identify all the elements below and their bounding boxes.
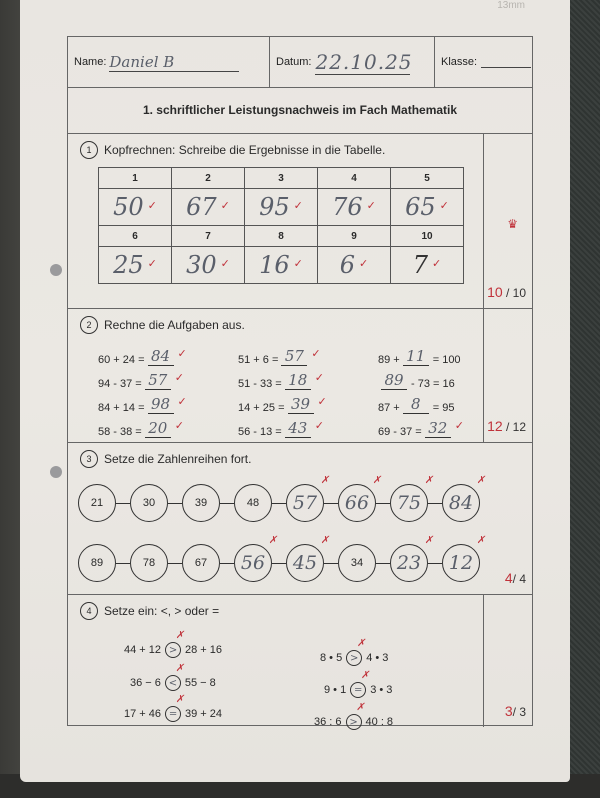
checkmark-icon: ✓ — [220, 199, 230, 212]
comparison — [124, 630, 223, 658]
expression: 56 - 13 = — [238, 426, 282, 438]
operator-circle — [165, 630, 185, 658]
equation — [98, 419, 238, 438]
checkmark-icon: ✓ — [311, 348, 321, 360]
comparison — [124, 694, 223, 722]
task-4-section — [68, 594, 532, 727]
answer-value: 11 — [403, 347, 429, 366]
checkmark-icon: ✓ — [147, 257, 157, 270]
score-column — [483, 133, 532, 308]
answer-value: 50 — [113, 193, 144, 221]
class-value — [481, 57, 531, 68]
score-column — [484, 442, 532, 594]
name-value: Daniel B — [109, 53, 239, 72]
answer-value: 39 — [288, 395, 314, 414]
score-max: / 10 — [505, 286, 526, 300]
task-instruction: Setze die Zahlenreihen fort. — [104, 452, 252, 466]
expression: = 100 — [432, 354, 461, 366]
score-got: 12 — [487, 418, 503, 434]
answer-table — [98, 167, 464, 284]
score-got: 10 — [487, 284, 503, 300]
answer-value: 20 — [145, 419, 171, 438]
task-number-badge: 3 — [80, 450, 98, 468]
number-circle: 67 — [182, 544, 220, 582]
equation-row — [98, 366, 508, 390]
number-circle — [286, 535, 329, 582]
table-header: 7 — [172, 226, 245, 247]
header-row — [68, 37, 532, 88]
answer-value: 25 — [113, 251, 144, 279]
number-circle — [442, 535, 485, 582]
name-label: Name: — [74, 56, 107, 68]
answer-value: 98 — [148, 395, 174, 414]
equation-row — [98, 342, 508, 366]
class-label: Klasse: — [441, 56, 478, 68]
cross-mark-icon: ✗ — [424, 475, 433, 486]
number-circle: 78 — [130, 544, 168, 582]
expression: = 95 — [432, 402, 455, 414]
answer-value: < — [168, 677, 178, 689]
score-max: / 4 — [512, 572, 526, 586]
equation — [98, 347, 238, 366]
task-instruction: Kopfrechnen: Schreibe die Ergebnisse in die Tabelle. — [104, 143, 386, 157]
answer-value: 57 — [292, 492, 318, 514]
answer-value: 89 — [381, 371, 407, 390]
score-column — [483, 308, 532, 442]
task-1-heading — [80, 141, 385, 159]
answer-cell — [172, 247, 245, 284]
expression: 60 + 24 = — [98, 354, 145, 366]
cross-mark-icon: ✗ — [175, 663, 184, 674]
comparison — [130, 663, 216, 691]
score — [505, 570, 526, 586]
cross-mark-icon: ✗ — [320, 535, 329, 546]
expression: 44 + 12 — [124, 644, 162, 656]
checkmark-icon: ✓ — [177, 396, 187, 408]
number-circle — [390, 475, 433, 522]
cross-mark-icon: ✗ — [268, 535, 277, 546]
date-value: 22.10.25 — [315, 49, 413, 74]
checkmark-icon: ✓ — [174, 420, 184, 432]
number-circle: 48 — [234, 484, 272, 522]
task-instruction: Setze ein: <, > oder = — [104, 604, 220, 618]
expression: 94 - 37 = — [98, 378, 142, 390]
answer-value: 16 — [259, 251, 290, 279]
task-2-section — [68, 308, 532, 443]
equation — [238, 419, 378, 438]
answer-cell — [318, 189, 391, 226]
answer-value: 57 — [145, 371, 171, 390]
checkmark-icon: ✓ — [177, 348, 187, 360]
expression: 36 : 6 — [314, 716, 342, 728]
checkmark-icon: ✓ — [174, 372, 184, 384]
punch-hole-icon — [50, 466, 62, 478]
equation-row — [98, 390, 508, 414]
date-label: Datum: — [276, 56, 312, 68]
number-circle: 30 — [130, 484, 168, 522]
expression: 87 + — [378, 402, 400, 414]
desk-background — [568, 0, 600, 798]
checkmark-icon: ✓ — [366, 199, 376, 212]
table-header: 1 — [99, 168, 172, 189]
cross-mark-icon: ✗ — [476, 535, 485, 546]
number-circle — [286, 475, 329, 522]
checkmark-icon: ✓ — [432, 257, 442, 270]
number-chain — [78, 475, 485, 522]
score-got: 4 — [504, 570, 513, 586]
expression: 4 • 3 — [366, 652, 389, 664]
answer-value: 7 — [412, 251, 429, 279]
crown-icon: ♛ — [507, 217, 518, 231]
expression: 51 - 33 = — [238, 378, 282, 390]
table-header: 2 — [172, 168, 245, 189]
score-max: / 12 — [505, 420, 526, 434]
test-sheet — [67, 36, 533, 726]
equation — [98, 371, 238, 390]
answer-cell — [172, 189, 245, 226]
answer-cell — [318, 247, 391, 284]
answer-value: 18 — [285, 371, 311, 390]
expression: 89 + — [378, 354, 400, 366]
answer-value: 30 — [186, 251, 217, 279]
answer-value: 66 — [344, 492, 370, 514]
operator-circle — [346, 702, 365, 730]
answer-value: 32 — [425, 419, 451, 438]
number-circle — [338, 475, 381, 522]
answer-value: 84 — [148, 347, 174, 366]
equation-row — [98, 414, 508, 438]
equation — [98, 395, 238, 414]
checkmark-icon: ✓ — [220, 257, 230, 270]
operator-circle — [350, 670, 370, 698]
cross-mark-icon: ✗ — [372, 475, 381, 486]
checkmark-icon: ✓ — [314, 372, 324, 384]
answer-value: 57 — [281, 347, 307, 366]
equation — [238, 395, 378, 414]
checkmark-icon: ✓ — [147, 199, 157, 212]
number-circle — [390, 535, 433, 582]
table-header: 5 — [391, 168, 464, 189]
expression: - 73 = 16 — [411, 378, 455, 390]
answer-value: 84 — [448, 492, 474, 514]
corner-mark: 13mm — [497, 0, 525, 11]
number-circle: 89 — [78, 544, 116, 582]
score — [505, 703, 526, 719]
task-2-heading — [80, 316, 245, 334]
table-header: 6 — [99, 226, 172, 247]
operator-circle — [165, 663, 184, 691]
answer-value: 8 — [403, 395, 429, 414]
answer-value: 45 — [292, 552, 318, 574]
score-max: / 3 — [512, 705, 526, 719]
expression: 84 + 14 = — [98, 402, 145, 414]
number-circle: 39 — [182, 484, 220, 522]
answer-value: 23 — [396, 552, 422, 574]
score — [487, 284, 526, 300]
answer-value: 76 — [332, 193, 363, 221]
number-circle: 34 — [338, 544, 376, 582]
comparison — [314, 702, 394, 730]
expression: 8 • 5 — [320, 652, 343, 664]
checkmark-icon: ✓ — [317, 396, 327, 408]
cross-mark-icon: ✗ — [476, 475, 485, 486]
punch-hole-icon — [50, 264, 62, 276]
number-circle: 21 — [78, 484, 116, 522]
cross-mark-icon: ✗ — [424, 535, 433, 546]
table-header: 4 — [318, 168, 391, 189]
answer-cell — [391, 247, 464, 284]
class-field — [435, 37, 532, 87]
date-field — [270, 37, 435, 87]
answer-value: 65 — [405, 193, 436, 221]
answer-cell — [245, 189, 318, 226]
comparison — [324, 670, 393, 698]
operator-circle — [165, 694, 185, 722]
table-header: 9 — [318, 226, 391, 247]
expression: 55 − 8 — [184, 677, 216, 689]
expression: 69 - 37 = — [378, 426, 422, 438]
checkmark-icon: ✓ — [293, 199, 303, 212]
comparison — [320, 638, 389, 666]
cross-mark-icon: ✗ — [356, 702, 365, 713]
number-circle — [442, 475, 485, 522]
score-got: 3 — [504, 703, 513, 719]
cross-mark-icon: ✗ — [360, 670, 370, 681]
checkmark-icon: ✓ — [293, 257, 303, 270]
task-number-badge: 4 — [80, 602, 98, 620]
answer-value: = — [168, 708, 178, 720]
checkmark-icon: ✓ — [439, 199, 449, 212]
expression: 58 - 38 = — [98, 426, 142, 438]
answer-value: 12 — [448, 552, 474, 574]
expression: 36 − 6 — [130, 677, 161, 689]
expression: 39 + 24 — [185, 708, 223, 720]
task-3-heading — [80, 450, 251, 468]
number-chain — [78, 535, 485, 582]
number-circle — [234, 535, 277, 582]
cross-mark-icon: ✗ — [175, 694, 185, 705]
answer-value: 43 — [285, 419, 311, 438]
name-field — [68, 37, 270, 87]
task-1-section — [68, 133, 532, 309]
table-header: 3 — [245, 168, 318, 189]
checkmark-icon: ✓ — [454, 420, 464, 432]
answer-value: 67 — [186, 193, 217, 221]
operator-circle — [346, 638, 366, 666]
expression: 51 + 6 = — [238, 354, 279, 366]
expression: 17 + 46 — [124, 708, 162, 720]
answer-value: > — [349, 716, 358, 728]
answer-value: 6 — [339, 251, 356, 279]
answer-value: = — [354, 684, 363, 696]
checkmark-icon: ✓ — [359, 257, 369, 270]
answer-cell — [99, 189, 172, 226]
equation-grid — [98, 342, 508, 438]
page-title: 1. schriftlicher Leistungsnachweis im Fach Mathematik — [68, 87, 532, 134]
expression: 9 • 1 — [324, 684, 347, 696]
answer-value: 56 — [240, 552, 266, 574]
answer-cell — [245, 247, 318, 284]
expression: 40 : 8 — [365, 716, 394, 728]
expression: 3 • 3 — [370, 684, 393, 696]
equation — [238, 371, 378, 390]
task-number-badge: 1 — [80, 141, 98, 159]
score-column — [483, 594, 532, 727]
task-number-badge: 2 — [80, 316, 98, 334]
task-3-section — [68, 442, 532, 595]
expression: 28 + 16 — [185, 644, 223, 656]
cross-mark-icon: ✗ — [356, 638, 366, 649]
table-header: 10 — [391, 226, 464, 247]
expression: 14 + 25 = — [238, 402, 285, 414]
answer-cell — [391, 189, 464, 226]
checkmark-icon: ✓ — [314, 420, 324, 432]
equation — [238, 347, 378, 366]
answer-value: 75 — [396, 492, 422, 514]
cross-mark-icon: ✗ — [175, 630, 185, 641]
answer-cell — [99, 247, 172, 284]
cross-mark-icon: ✗ — [320, 475, 329, 486]
answer-value: > — [350, 652, 359, 664]
table-header: 8 — [245, 226, 318, 247]
answer-value: 95 — [259, 193, 290, 221]
task-4-heading — [80, 602, 219, 620]
score — [487, 418, 526, 434]
task-instruction: Rechne die Aufgaben aus. — [104, 318, 245, 332]
answer-value: > — [168, 644, 178, 656]
